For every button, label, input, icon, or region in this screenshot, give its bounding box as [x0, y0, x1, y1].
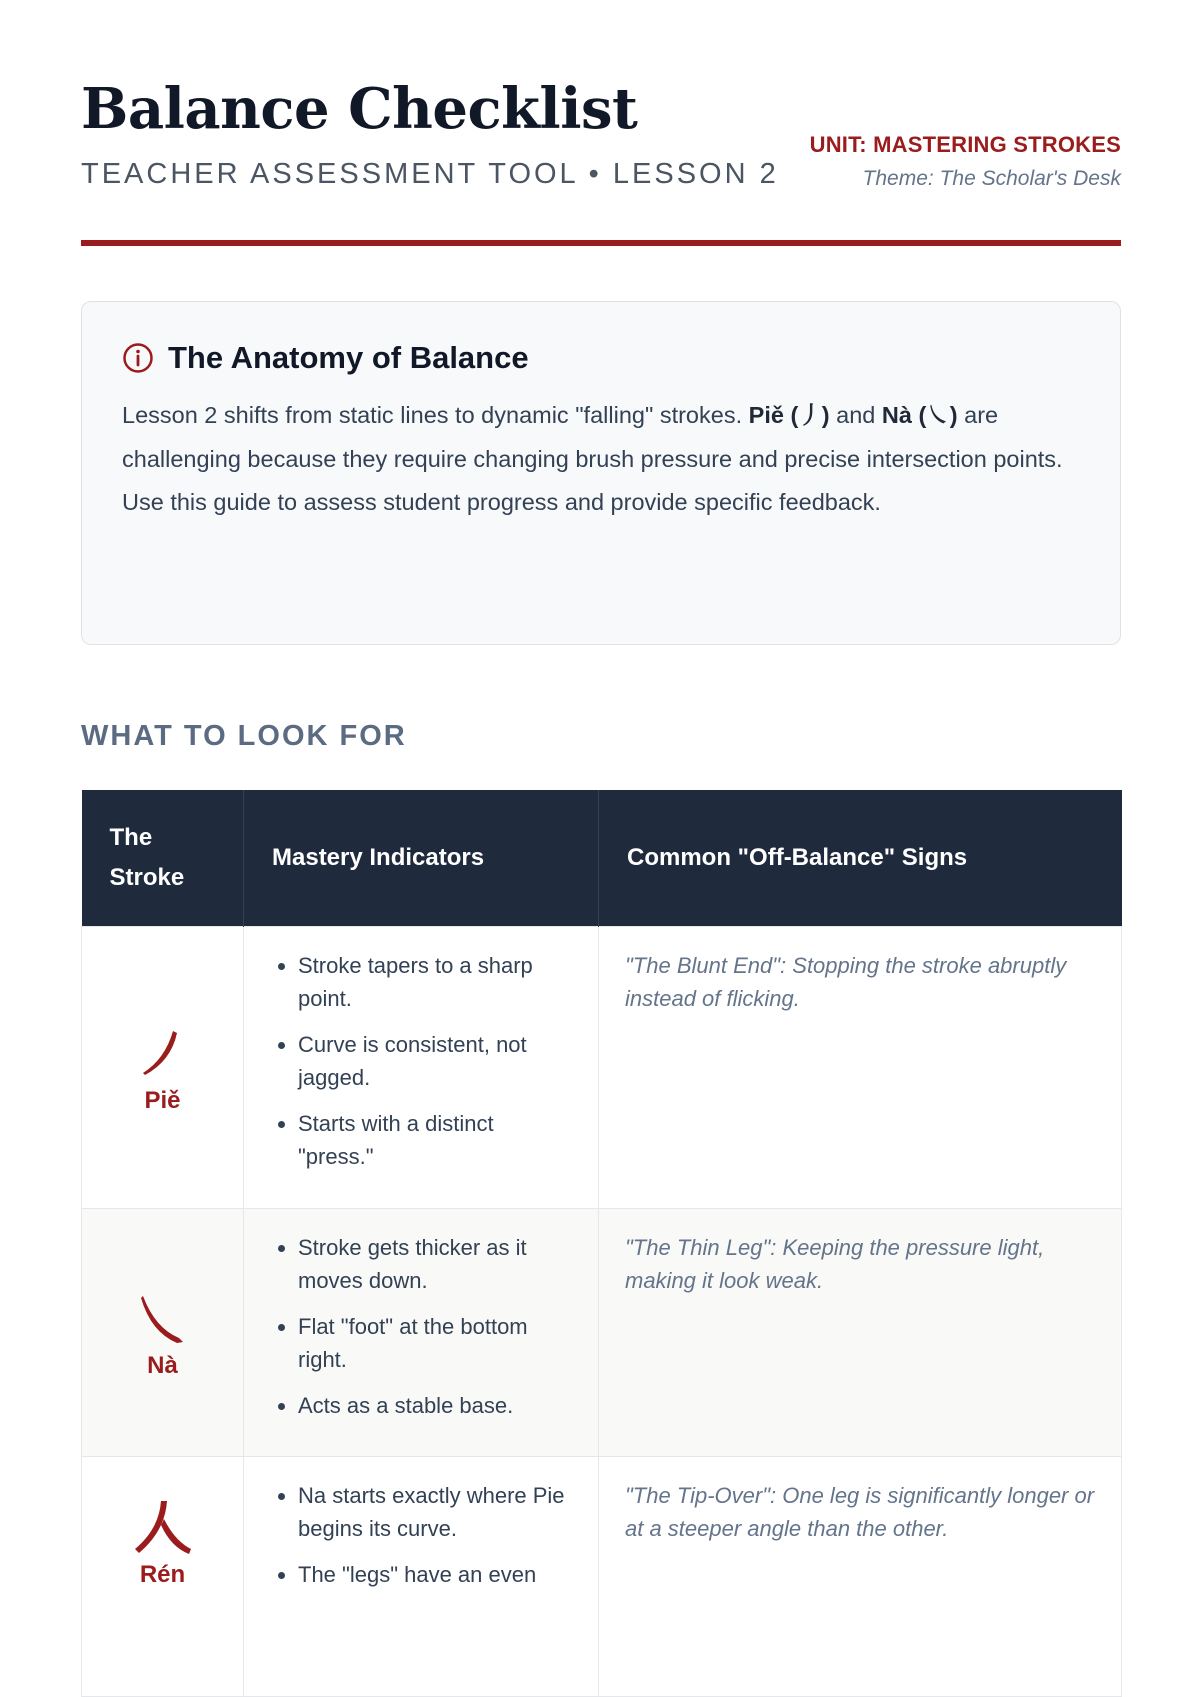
- list-item: • Flat "foot" at the bottom right.: [298, 1310, 572, 1376]
- page-title: Balance Checklist: [81, 76, 638, 142]
- list-item: • Stroke tapers to a sharp point.: [298, 949, 572, 1015]
- indicator-list: [270, 1479, 572, 1591]
- indicators-cell: [244, 1209, 599, 1457]
- theme-label: Theme: The Scholar's Desk: [862, 167, 1121, 190]
- table-row: [82, 1457, 1122, 1697]
- na-stroke-icon: [133, 1288, 193, 1348]
- list-item: • The "legs" have an even: [298, 1558, 572, 1591]
- info-icon: [122, 342, 154, 374]
- section-title: WHAT TO LOOK FOR: [81, 720, 407, 752]
- indicator-list: [270, 1231, 572, 1422]
- column-header-indicators: Mastery Indicators: [244, 790, 599, 927]
- intro-text-part: and: [829, 402, 882, 428]
- header: [81, 0, 1121, 250]
- stroke-cell: [82, 927, 244, 1209]
- stroke-cell: [82, 1457, 244, 1697]
- signs-cell: [599, 1209, 1122, 1457]
- header-divider: [81, 240, 1121, 246]
- list-item: • Curve is consistent, not jagged.: [298, 1028, 572, 1094]
- table-row: [82, 1209, 1122, 1457]
- intro-card-header: [122, 340, 1080, 376]
- unit-meta: [810, 132, 1121, 191]
- intro-stroke-na: Nà (㇏): [881, 402, 958, 428]
- intro-text-part: are challenging because they require changing brush pressure and precise intersection points. Use this guide to assess student progress and provide specific feedback.: [122, 402, 1063, 515]
- list-item: • Starts with a distinct "press.": [298, 1107, 572, 1173]
- page-subtitle: TEACHER ASSESSMENT TOOL • LESSON 2: [81, 158, 779, 190]
- intro-card-title: The Anatomy of Balance: [168, 340, 529, 375]
- off-balance-sign: "The Thin Leg": Keeping the pressure light, making it look weak.: [625, 1235, 1045, 1293]
- signs-cell: [599, 927, 1122, 1209]
- column-header-signs: Common "Off-Balance" Signs: [599, 790, 1122, 927]
- stroke-name: Rén: [139, 1561, 186, 1588]
- stroke-cell: [82, 1209, 244, 1457]
- table-row: [82, 927, 1122, 1209]
- intro-text-part: Lesson 2 shifts from static lines to dynamic "falling" strokes.: [122, 402, 749, 428]
- off-balance-sign: "The Blunt End": Stopping the stroke abruptly instead of flicking.: [625, 953, 1067, 1011]
- unit-label: UNIT: MASTERING STROKES: [809, 132, 1121, 157]
- pie-stroke-icon: [133, 1023, 193, 1083]
- document-page: [81, 0, 1121, 1588]
- table-header-row: [82, 790, 1122, 927]
- ren-character-icon: [131, 1497, 195, 1557]
- list-item: • Stroke gets thicker as it moves down.: [298, 1231, 572, 1297]
- off-balance-sign: "The Tip-Over": One leg is significantly longer or at a steeper angle than the other.: [625, 1483, 1095, 1541]
- indicators-cell: [244, 927, 599, 1209]
- intro-stroke-pie: Piě (丿): [748, 402, 830, 428]
- list-item: • Na starts exactly where Pie begins its curve.: [298, 1479, 572, 1545]
- stroke-name: Piě: [144, 1086, 181, 1114]
- stroke-name: Nà: [147, 1351, 178, 1379]
- indicator-list: [270, 949, 572, 1173]
- balance-table: [81, 790, 1122, 1697]
- indicators-cell: [244, 1457, 599, 1697]
- signs-cell: [599, 1457, 1122, 1697]
- list-item: • Acts as a stable base.: [298, 1389, 572, 1422]
- column-header-stroke: The Stroke: [82, 790, 244, 927]
- intro-card-body: [122, 394, 1080, 525]
- intro-card: [81, 301, 1121, 645]
